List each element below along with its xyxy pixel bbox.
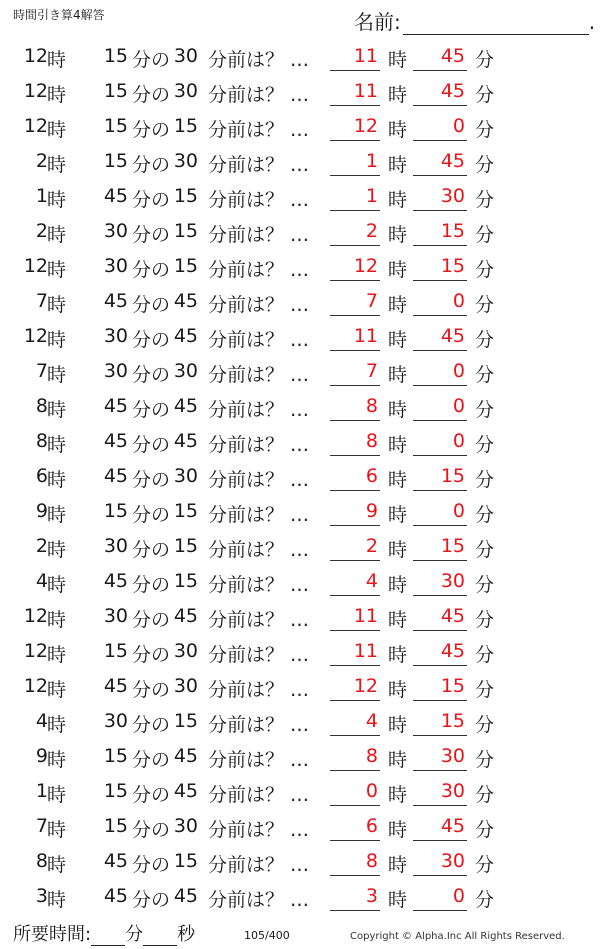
problem-row: [0, 355, 600, 390]
answer-hour: 11: [353, 45, 378, 67]
answer-minute-label: 分: [475, 889, 495, 911]
start-minute: 15: [103, 780, 128, 802]
answer-hour: 11: [353, 640, 378, 662]
hour-label: 時: [47, 784, 67, 806]
start-minute: 15: [103, 115, 128, 137]
before-question-label: 分前は？ …: [208, 644, 310, 666]
answer-hour: 3: [365, 885, 378, 907]
problem-row: [0, 145, 600, 180]
answer-hour: 8: [365, 395, 378, 417]
before-question-label: 分前は？ …: [208, 749, 310, 771]
before-question-label: 分前は？ …: [208, 259, 310, 281]
hour-label: 時: [47, 84, 67, 106]
start-minute: 15: [103, 745, 128, 767]
start-hour: 2: [35, 220, 48, 242]
start-hour: 4: [35, 570, 48, 592]
answer-minute: 0: [452, 290, 465, 312]
hour-label: 時: [47, 854, 67, 876]
answer-minute-label: 分: [475, 364, 495, 386]
hour-label: 時: [47, 399, 67, 421]
problem-row: [0, 215, 600, 250]
answer-minute-label: 分: [475, 504, 495, 526]
answer-minute: 0: [452, 395, 465, 417]
start-minute: 15: [103, 45, 128, 67]
time-required-label: 所要時間:: [13, 924, 92, 945]
hour-label: 時: [47, 574, 67, 596]
answer-minute-label: 分: [475, 434, 495, 456]
hour-label: 時: [47, 224, 67, 246]
before-question-label: 分前は？ …: [208, 679, 310, 701]
start-hour: 12: [23, 325, 48, 347]
before-question-label: 分前は？ …: [208, 224, 310, 246]
minutes-before: 15: [173, 185, 198, 207]
start-hour: 1: [35, 780, 48, 802]
answer-hour-label: 時: [388, 889, 408, 911]
answer-minute: 30: [440, 780, 465, 802]
before-question-label: 分前は？ …: [208, 434, 310, 456]
minute-of-label: 分の: [132, 539, 171, 561]
answer-hour-label: 時: [388, 434, 408, 456]
problem-row: [0, 845, 600, 880]
answer-hour: 12: [353, 255, 378, 277]
answer-minute: 45: [440, 815, 465, 837]
answer-hour: 6: [365, 815, 378, 837]
answer-minute-label: 分: [475, 644, 495, 666]
answer-minute-label: 分: [475, 84, 495, 106]
problem-row: [0, 810, 600, 845]
before-question-label: 分前は？ …: [208, 119, 310, 141]
answer-minute: 0: [452, 360, 465, 382]
answer-minute: 0: [452, 500, 465, 522]
answer-hour-label: 時: [388, 154, 408, 176]
hour-label: 時: [47, 609, 67, 631]
start-hour: 9: [35, 745, 48, 767]
minute-of-label: 分の: [132, 434, 171, 456]
start-minute: 30: [103, 605, 128, 627]
before-question-label: 分前は？ …: [208, 714, 310, 736]
start-hour: 6: [35, 465, 48, 487]
answer-hour-label: 時: [388, 469, 408, 491]
answer-hour: 1: [365, 150, 378, 172]
minutes-before: 30: [173, 360, 198, 382]
minutes-before: 45: [173, 325, 198, 347]
answer-minute-label: 分: [475, 819, 495, 841]
answer-hour-label: 時: [388, 539, 408, 561]
answer-minute: 30: [440, 185, 465, 207]
answer-hour: 8: [365, 850, 378, 872]
start-minute: 30: [103, 220, 128, 242]
answer-hour-label: 時: [388, 259, 408, 281]
answer-hour-label: 時: [388, 294, 408, 316]
answer-hour: 12: [353, 675, 378, 697]
start-minute: 15: [103, 500, 128, 522]
start-hour: 8: [35, 430, 48, 452]
minutes-before: 15: [173, 255, 198, 277]
minute-of-label: 分の: [132, 714, 171, 736]
before-question-label: 分前は？ …: [208, 854, 310, 876]
minutes-before: 30: [173, 815, 198, 837]
before-question-label: 分前は？ …: [208, 84, 310, 106]
answer-hour-label: 時: [388, 399, 408, 421]
hour-label: 時: [47, 889, 67, 911]
hour-label: 時: [47, 49, 67, 71]
hour-label: 時: [47, 539, 67, 561]
start-hour: 12: [23, 675, 48, 697]
before-question-label: 分前は？ …: [208, 154, 310, 176]
answer-minute-label: 分: [475, 224, 495, 246]
hour-label: 時: [47, 119, 67, 141]
before-question-label: 分前は？ …: [208, 49, 310, 71]
answer-minute: 15: [440, 535, 465, 557]
answer-minute-label: 分: [475, 609, 495, 631]
problem-row: [0, 740, 600, 775]
minute-of-label: 分の: [132, 574, 171, 596]
start-hour: 8: [35, 395, 48, 417]
start-minute: 30: [103, 325, 128, 347]
answer-hour: 8: [365, 745, 378, 767]
answer-minute: 15: [440, 710, 465, 732]
minutes-before: 45: [173, 780, 198, 802]
answer-minute: 15: [440, 465, 465, 487]
minutes-unit: 分: [125, 924, 144, 945]
answer-hour-label: 時: [388, 364, 408, 386]
minute-of-label: 分の: [132, 329, 171, 351]
minutes-before: 15: [173, 570, 198, 592]
answer-hour: 11: [353, 80, 378, 102]
minutes-before: 45: [173, 745, 198, 767]
minute-of-label: 分の: [132, 679, 171, 701]
answer-hour: 9: [365, 500, 378, 522]
page-number: 105/400: [244, 929, 290, 942]
start-hour: 12: [23, 80, 48, 102]
before-question-label: 分前は？ …: [208, 504, 310, 526]
minutes-before: 15: [173, 535, 198, 557]
problem-row: [0, 495, 600, 530]
copyright: Copyright © Alpha.Inc All Rights Reserved.: [350, 931, 565, 942]
problem-row: [0, 635, 600, 670]
problem-row: [0, 600, 600, 635]
minute-of-label: 分の: [132, 154, 171, 176]
minute-of-label: 分の: [132, 644, 171, 666]
before-question-label: 分前は？ …: [208, 539, 310, 561]
problem-row: [0, 285, 600, 320]
answer-hour-label: 時: [388, 819, 408, 841]
minute-of-label: 分の: [132, 364, 171, 386]
start-minute: 30: [103, 360, 128, 382]
answer-minute: 15: [440, 255, 465, 277]
minutes-before: 45: [173, 290, 198, 312]
answer-minute-label: 分: [475, 539, 495, 561]
minute-of-label: 分の: [132, 889, 171, 911]
hour-label: 時: [47, 364, 67, 386]
problem-row: [0, 775, 600, 810]
problem-row: [0, 425, 600, 460]
hour-label: 時: [47, 714, 67, 736]
answer-hour: 4: [365, 570, 378, 592]
minutes-before: 15: [173, 500, 198, 522]
answer-minute: 30: [440, 850, 465, 872]
minutes-before: 30: [173, 45, 198, 67]
answer-hour: 7: [365, 290, 378, 312]
hour-label: 時: [47, 434, 67, 456]
answer-hour-label: 時: [388, 224, 408, 246]
worksheet-title: 時間引き算4解答: [13, 8, 105, 22]
start-hour: 7: [35, 815, 48, 837]
problem-row: [0, 880, 600, 915]
answer-minute-label: 分: [475, 574, 495, 596]
start-hour: 12: [23, 115, 48, 137]
answer-minute-label: 分: [475, 679, 495, 701]
problem-row: [0, 320, 600, 355]
minutes-before: 30: [173, 80, 198, 102]
time-required: [13, 920, 195, 946]
answer-minute: 30: [440, 745, 465, 767]
answer-minute-label: 分: [475, 294, 495, 316]
answer-hour-label: 時: [388, 504, 408, 526]
before-question-label: 分前は？ …: [208, 329, 310, 351]
minute-of-label: 分の: [132, 854, 171, 876]
answer-hour-label: 時: [388, 854, 408, 876]
hour-label: 時: [47, 329, 67, 351]
minute-of-label: 分の: [132, 749, 171, 771]
before-question-label: 分前は？ …: [208, 609, 310, 631]
minute-of-label: 分の: [132, 259, 171, 281]
minute-of-label: 分の: [132, 224, 171, 246]
answer-minute-label: 分: [475, 119, 495, 141]
before-question-label: 分前は？ …: [208, 189, 310, 211]
answer-hour-label: 時: [388, 714, 408, 736]
answer-hour-label: 時: [388, 49, 408, 71]
before-question-label: 分前は？ …: [208, 889, 310, 911]
answer-hour-label: 時: [388, 84, 408, 106]
minutes-before: 45: [173, 605, 198, 627]
start-hour: 12: [23, 45, 48, 67]
answer-hour-label: 時: [388, 189, 408, 211]
answer-hour: 11: [353, 325, 378, 347]
answer-hour: 1: [365, 185, 378, 207]
problem-row: [0, 75, 600, 110]
minutes-before: 15: [173, 850, 198, 872]
start-minute: 15: [103, 640, 128, 662]
answer-hour: 6: [365, 465, 378, 487]
answer-hour: 8: [365, 430, 378, 452]
answer-minute: 45: [440, 45, 465, 67]
start-minute: 15: [103, 815, 128, 837]
answer-minute-label: 分: [475, 49, 495, 71]
problem-row: [0, 110, 600, 145]
answer-minute-label: 分: [475, 784, 495, 806]
problem-row: [0, 670, 600, 705]
start-minute: 45: [103, 430, 128, 452]
before-question-label: 分前は？ …: [208, 574, 310, 596]
problem-row: [0, 390, 600, 425]
answer-minute-label: 分: [475, 189, 495, 211]
answer-minute-label: 分: [475, 749, 495, 771]
answer-minute-label: 分: [475, 329, 495, 351]
hour-label: 時: [47, 644, 67, 666]
start-minute: 15: [103, 80, 128, 102]
answer-minute: 15: [440, 675, 465, 697]
answer-hour-label: 時: [388, 119, 408, 141]
minutes-before: 45: [173, 430, 198, 452]
minute-of-label: 分の: [132, 609, 171, 631]
answer-minute: 30: [440, 570, 465, 592]
start-minute: 15: [103, 150, 128, 172]
answer-hour-label: 時: [388, 679, 408, 701]
answer-minute: 45: [440, 605, 465, 627]
answer-hour-label: 時: [388, 329, 408, 351]
start-minute: 30: [103, 535, 128, 557]
start-minute: 45: [103, 395, 128, 417]
answer-hour: 11: [353, 605, 378, 627]
answer-minute: 45: [440, 80, 465, 102]
seconds-unit: 秒: [177, 924, 196, 945]
name-line: [403, 14, 589, 35]
name-end-dot: .: [588, 10, 596, 34]
before-question-label: 分前は？ …: [208, 364, 310, 386]
start-hour: 2: [35, 150, 48, 172]
hour-label: 時: [47, 469, 67, 491]
start-hour: 3: [35, 885, 48, 907]
minutes-before: 15: [173, 115, 198, 137]
minute-of-label: 分の: [132, 504, 171, 526]
name-label: 名前:: [354, 10, 401, 34]
minute-of-label: 分の: [132, 294, 171, 316]
answer-hour-label: 時: [388, 609, 408, 631]
start-hour: 12: [23, 255, 48, 277]
start-minute: 45: [103, 465, 128, 487]
start-minute: 45: [103, 850, 128, 872]
hour-label: 時: [47, 749, 67, 771]
minute-of-label: 分の: [132, 119, 171, 141]
minute-of-label: 分の: [132, 469, 171, 491]
minutes-before: 30: [173, 640, 198, 662]
minutes-before: 30: [173, 675, 198, 697]
minute-of-label: 分の: [132, 49, 171, 71]
hour-label: 時: [47, 679, 67, 701]
minute-of-label: 分の: [132, 399, 171, 421]
start-hour: 2: [35, 535, 48, 557]
answer-minute: 45: [440, 640, 465, 662]
answer-minute-label: 分: [475, 399, 495, 421]
before-question-label: 分前は？ …: [208, 784, 310, 806]
start-hour: 12: [23, 605, 48, 627]
answer-minute-label: 分: [475, 154, 495, 176]
answer-minute-label: 分: [475, 259, 495, 281]
hour-label: 時: [47, 189, 67, 211]
minute-of-label: 分の: [132, 189, 171, 211]
before-question-label: 分前は？ …: [208, 469, 310, 491]
answer-minute: 0: [452, 115, 465, 137]
hour-label: 時: [47, 154, 67, 176]
before-question-label: 分前は？ …: [208, 399, 310, 421]
minutes-blank: [91, 927, 125, 946]
answer-minute: 0: [452, 885, 465, 907]
minutes-before: 15: [173, 220, 198, 242]
problem-list: [0, 40, 600, 915]
start-minute: 45: [103, 570, 128, 592]
answer-hour: 2: [365, 220, 378, 242]
start-hour: 7: [35, 360, 48, 382]
start-hour: 12: [23, 640, 48, 662]
answer-minute-label: 分: [475, 714, 495, 736]
hour-label: 時: [47, 819, 67, 841]
problem-row: [0, 565, 600, 600]
minute-of-label: 分の: [132, 784, 171, 806]
start-hour: 4: [35, 710, 48, 732]
minutes-before: 45: [173, 885, 198, 907]
minute-of-label: 分の: [132, 84, 171, 106]
answer-hour-label: 時: [388, 784, 408, 806]
hour-label: 時: [47, 504, 67, 526]
minute-of-label: 分の: [132, 819, 171, 841]
problem-row: [0, 180, 600, 215]
start-hour: 9: [35, 500, 48, 522]
answer-hour: 2: [365, 535, 378, 557]
start-minute: 30: [103, 710, 128, 732]
before-question-label: 分前は？ …: [208, 819, 310, 841]
answer-hour-label: 時: [388, 574, 408, 596]
seconds-blank: [143, 927, 177, 946]
hour-label: 時: [47, 259, 67, 281]
answer-hour: 7: [365, 360, 378, 382]
start-hour: 1: [35, 185, 48, 207]
name-field-area: [354, 6, 595, 35]
answer-minute-label: 分: [475, 469, 495, 491]
answer-hour: 4: [365, 710, 378, 732]
problem-row: [0, 40, 600, 75]
minutes-before: 45: [173, 395, 198, 417]
problem-row: [0, 705, 600, 740]
answer-minute: 45: [440, 150, 465, 172]
hour-label: 時: [47, 294, 67, 316]
problem-row: [0, 530, 600, 565]
start-minute: 45: [103, 675, 128, 697]
answer-minute: 45: [440, 325, 465, 347]
start-hour: 7: [35, 290, 48, 312]
answer-hour-label: 時: [388, 749, 408, 771]
answer-minute: 15: [440, 220, 465, 242]
start-minute: 45: [103, 185, 128, 207]
start-minute: 45: [103, 290, 128, 312]
before-question-label: 分前は？ …: [208, 294, 310, 316]
answer-minute-label: 分: [475, 854, 495, 876]
minutes-before: 15: [173, 710, 198, 732]
start-minute: 45: [103, 885, 128, 907]
problem-row: [0, 250, 600, 285]
answer-hour-label: 時: [388, 644, 408, 666]
minutes-before: 30: [173, 150, 198, 172]
answer-minute: 0: [452, 430, 465, 452]
problem-row: [0, 460, 600, 495]
start-hour: 8: [35, 850, 48, 872]
minutes-before: 30: [173, 465, 198, 487]
answer-hour: 12: [353, 115, 378, 137]
start-minute: 30: [103, 255, 128, 277]
answer-hour: 0: [365, 780, 378, 802]
